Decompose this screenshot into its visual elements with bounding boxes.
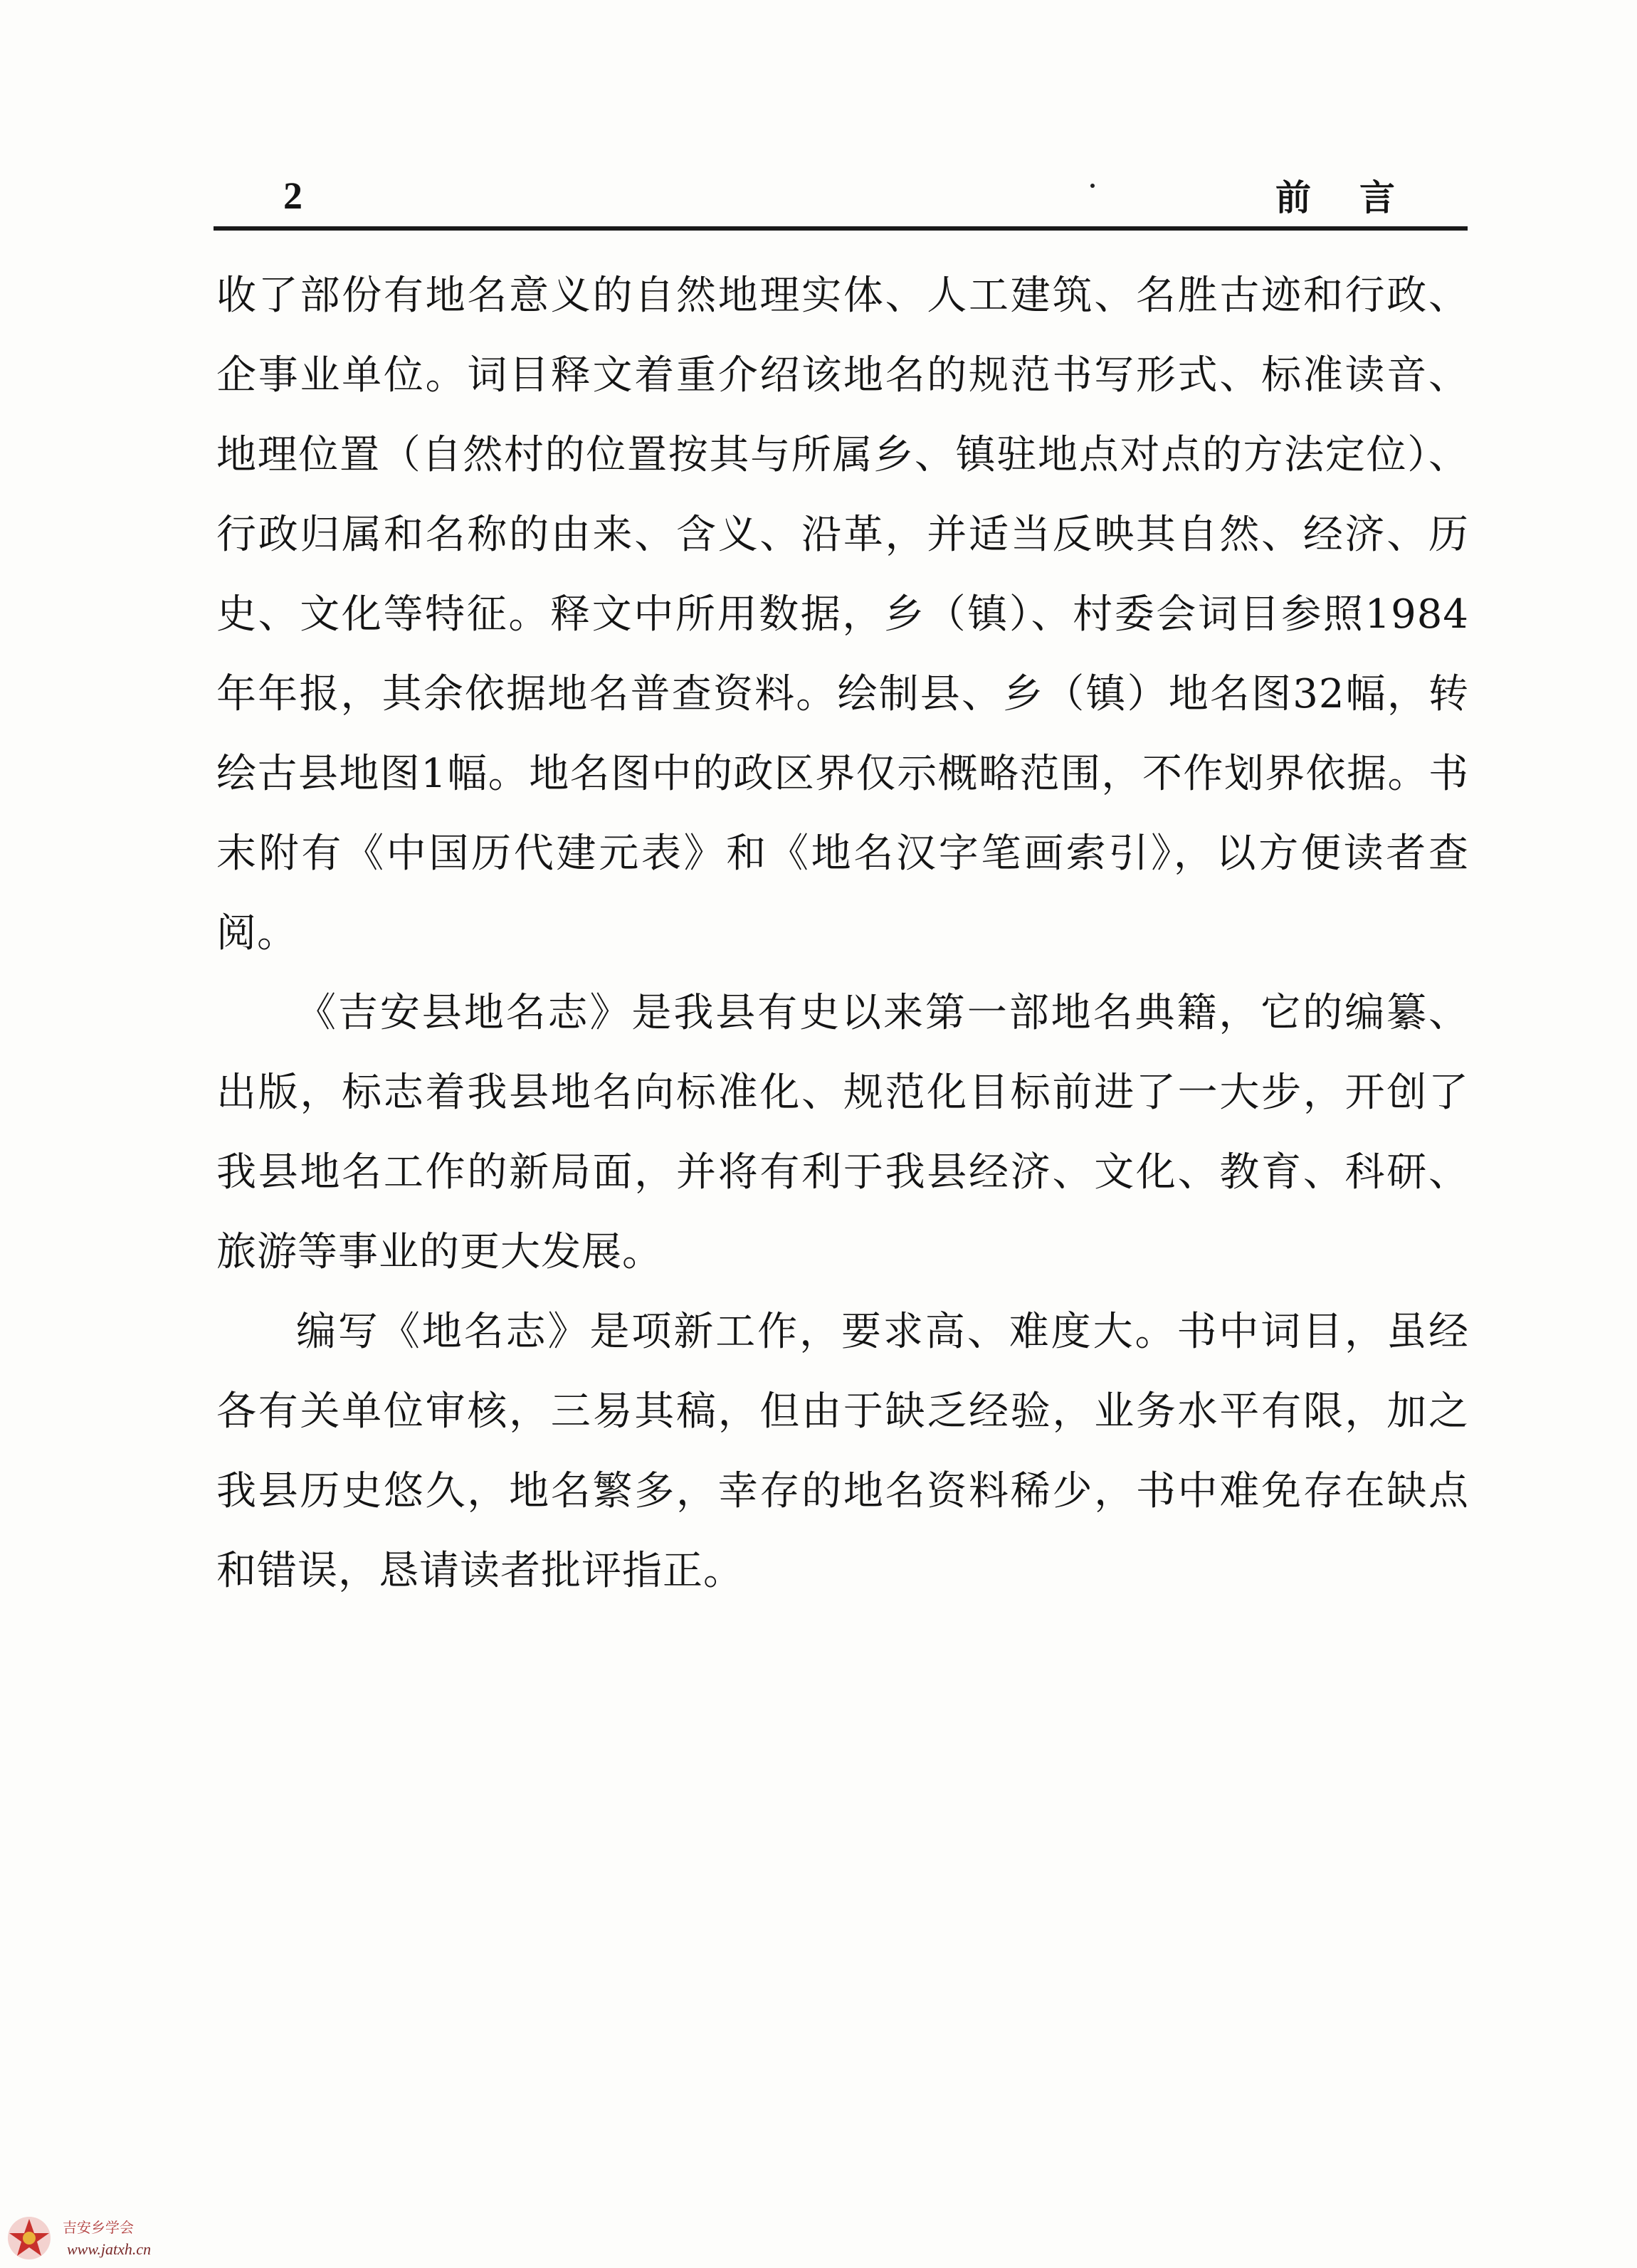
running-head: 前言 [1275, 177, 1443, 218]
paragraph-2: 《吉安县地名志》是我县有史以来第一部地名典籍，它的编纂、出版，标志着我县地名向标准化、规范化目标前进了一大步，开创了我县地名工作的新局面，并将有利于我县经济、文化、教育、科研、旅游等事业的更大发展。 [216, 990, 1469, 1275]
paragraph-1: 收了部份有地名意义的自然地理实体、人工建筑、名胜古迹和行政、企事业单位。词目释文着重介绍该地名的规范书写形式、标准读音、地理位置（自然村的位置按其与所属乡、镇驻地点对点的方法定位）、行政归属和名称的由来、含义、沿革，并适当反映其自然、经济、历史、文化等特征。释文中所用数据，乡（镇）、村委会词目参照1984年年报，其余依据地名普查资料。绘制县、乡（镇）地名图32幅，转绘古县地图1幅。地名图中的政区界仅示概略范围，不作划界依据。书末附有《中国历代建元表》和《地名汉字笔画索引》，以方便读者查阅。 [216, 273, 1469, 956]
page-number: 2 [283, 174, 302, 217]
header-dot-mark [1090, 184, 1095, 188]
body-text [216, 256, 1469, 1611]
watermark-site-name: 吉安乡学会 [63, 2219, 134, 2236]
paragraph-3: 编写《地名志》是项新工作，要求高、难度大。书中词目，虽经各有关单位审核，三易其稿，但由于缺乏经验，业务水平有限，加之我县历史悠久，地名繁多，幸存的地名资料稀少，书中难免存在缺点和错误，恳请读者批评指正。 [216, 1309, 1469, 1594]
red-emblem-icon [6, 2215, 53, 2262]
watermark-url: www.jatxh.cn [67, 2240, 152, 2258]
header-rule-divider [214, 226, 1468, 231]
site-watermark [6, 2215, 155, 2264]
